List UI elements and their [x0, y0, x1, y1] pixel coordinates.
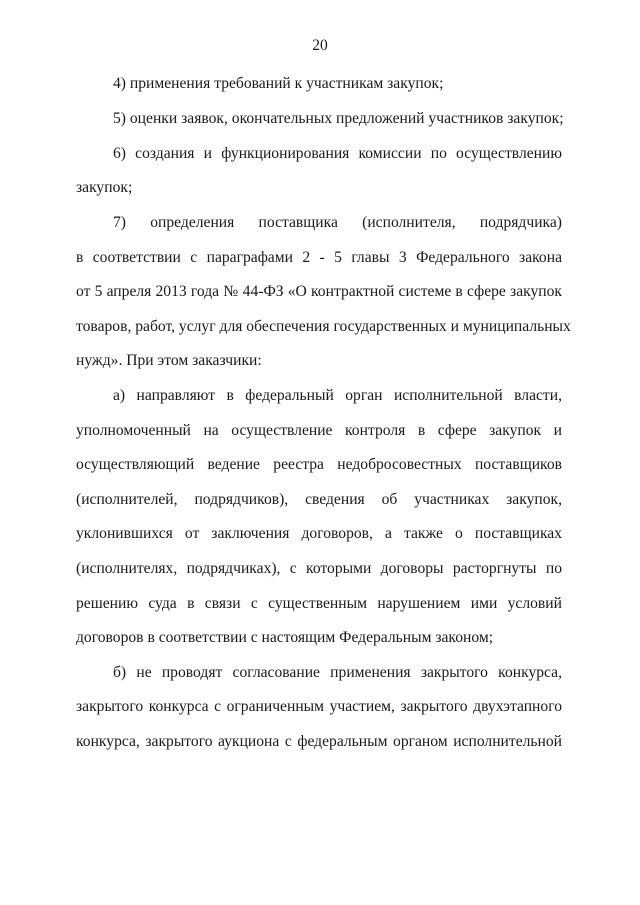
text-line: б) не проводят согласование применения закрытого конкурса,	[113, 664, 562, 681]
text-line: (исполнителях, подрядчиках), с которыми договоры расторгнуты по	[76, 560, 562, 577]
text-line: уклонившихся от заключения договоров, а также о поставщиках	[76, 525, 562, 542]
text-line: закупок;	[76, 179, 133, 196]
text-line: в соответствии с параграфами 2 - 5 главы 3 Федерального закона	[76, 249, 562, 266]
text-line: закрытого конкурса с ограниченным участием, закрытого двухэтапного	[76, 698, 562, 715]
text-line: уполномоченный на осуществление контроля в сфере закупок и	[76, 422, 562, 439]
text-line: 6) создания и функционирования комиссии по осуществлению	[113, 145, 562, 162]
text-line: 7) определения поставщика (исполнителя, подрядчика)	[113, 214, 562, 231]
text-line: товаров, работ, услуг для обеспечения государственных и муниципальных	[76, 318, 571, 335]
text-line: 4) применения требований к участникам закупок;	[113, 75, 444, 92]
text-line: а) направляют в федеральный орган исполнительной власти,	[113, 387, 562, 404]
text-line: договоров в соответствии с настоящим Федеральным законом;	[76, 629, 494, 646]
text-line: конкурса, закрытого аукциона с федеральным органом исполнительной	[76, 733, 562, 750]
text-line: от 5 апреля 2013 года № 44-ФЗ «О контрактной системе в сфере закупок	[76, 283, 562, 300]
page-number: 20	[312, 37, 328, 54]
text-line: (исполнителей, подрядчиков), сведения об участниках закупок,	[76, 491, 562, 508]
text-line: нужд». При этом заказчики:	[76, 352, 262, 369]
text-line: решению суда в связи с существенным нарушением ими условий	[76, 595, 562, 612]
text-line: 5) оценки заявок, окончательных предложений участников закупок;	[113, 110, 564, 127]
text-line: осуществляющий ведение реестра недобросовестных поставщиков	[76, 456, 562, 473]
